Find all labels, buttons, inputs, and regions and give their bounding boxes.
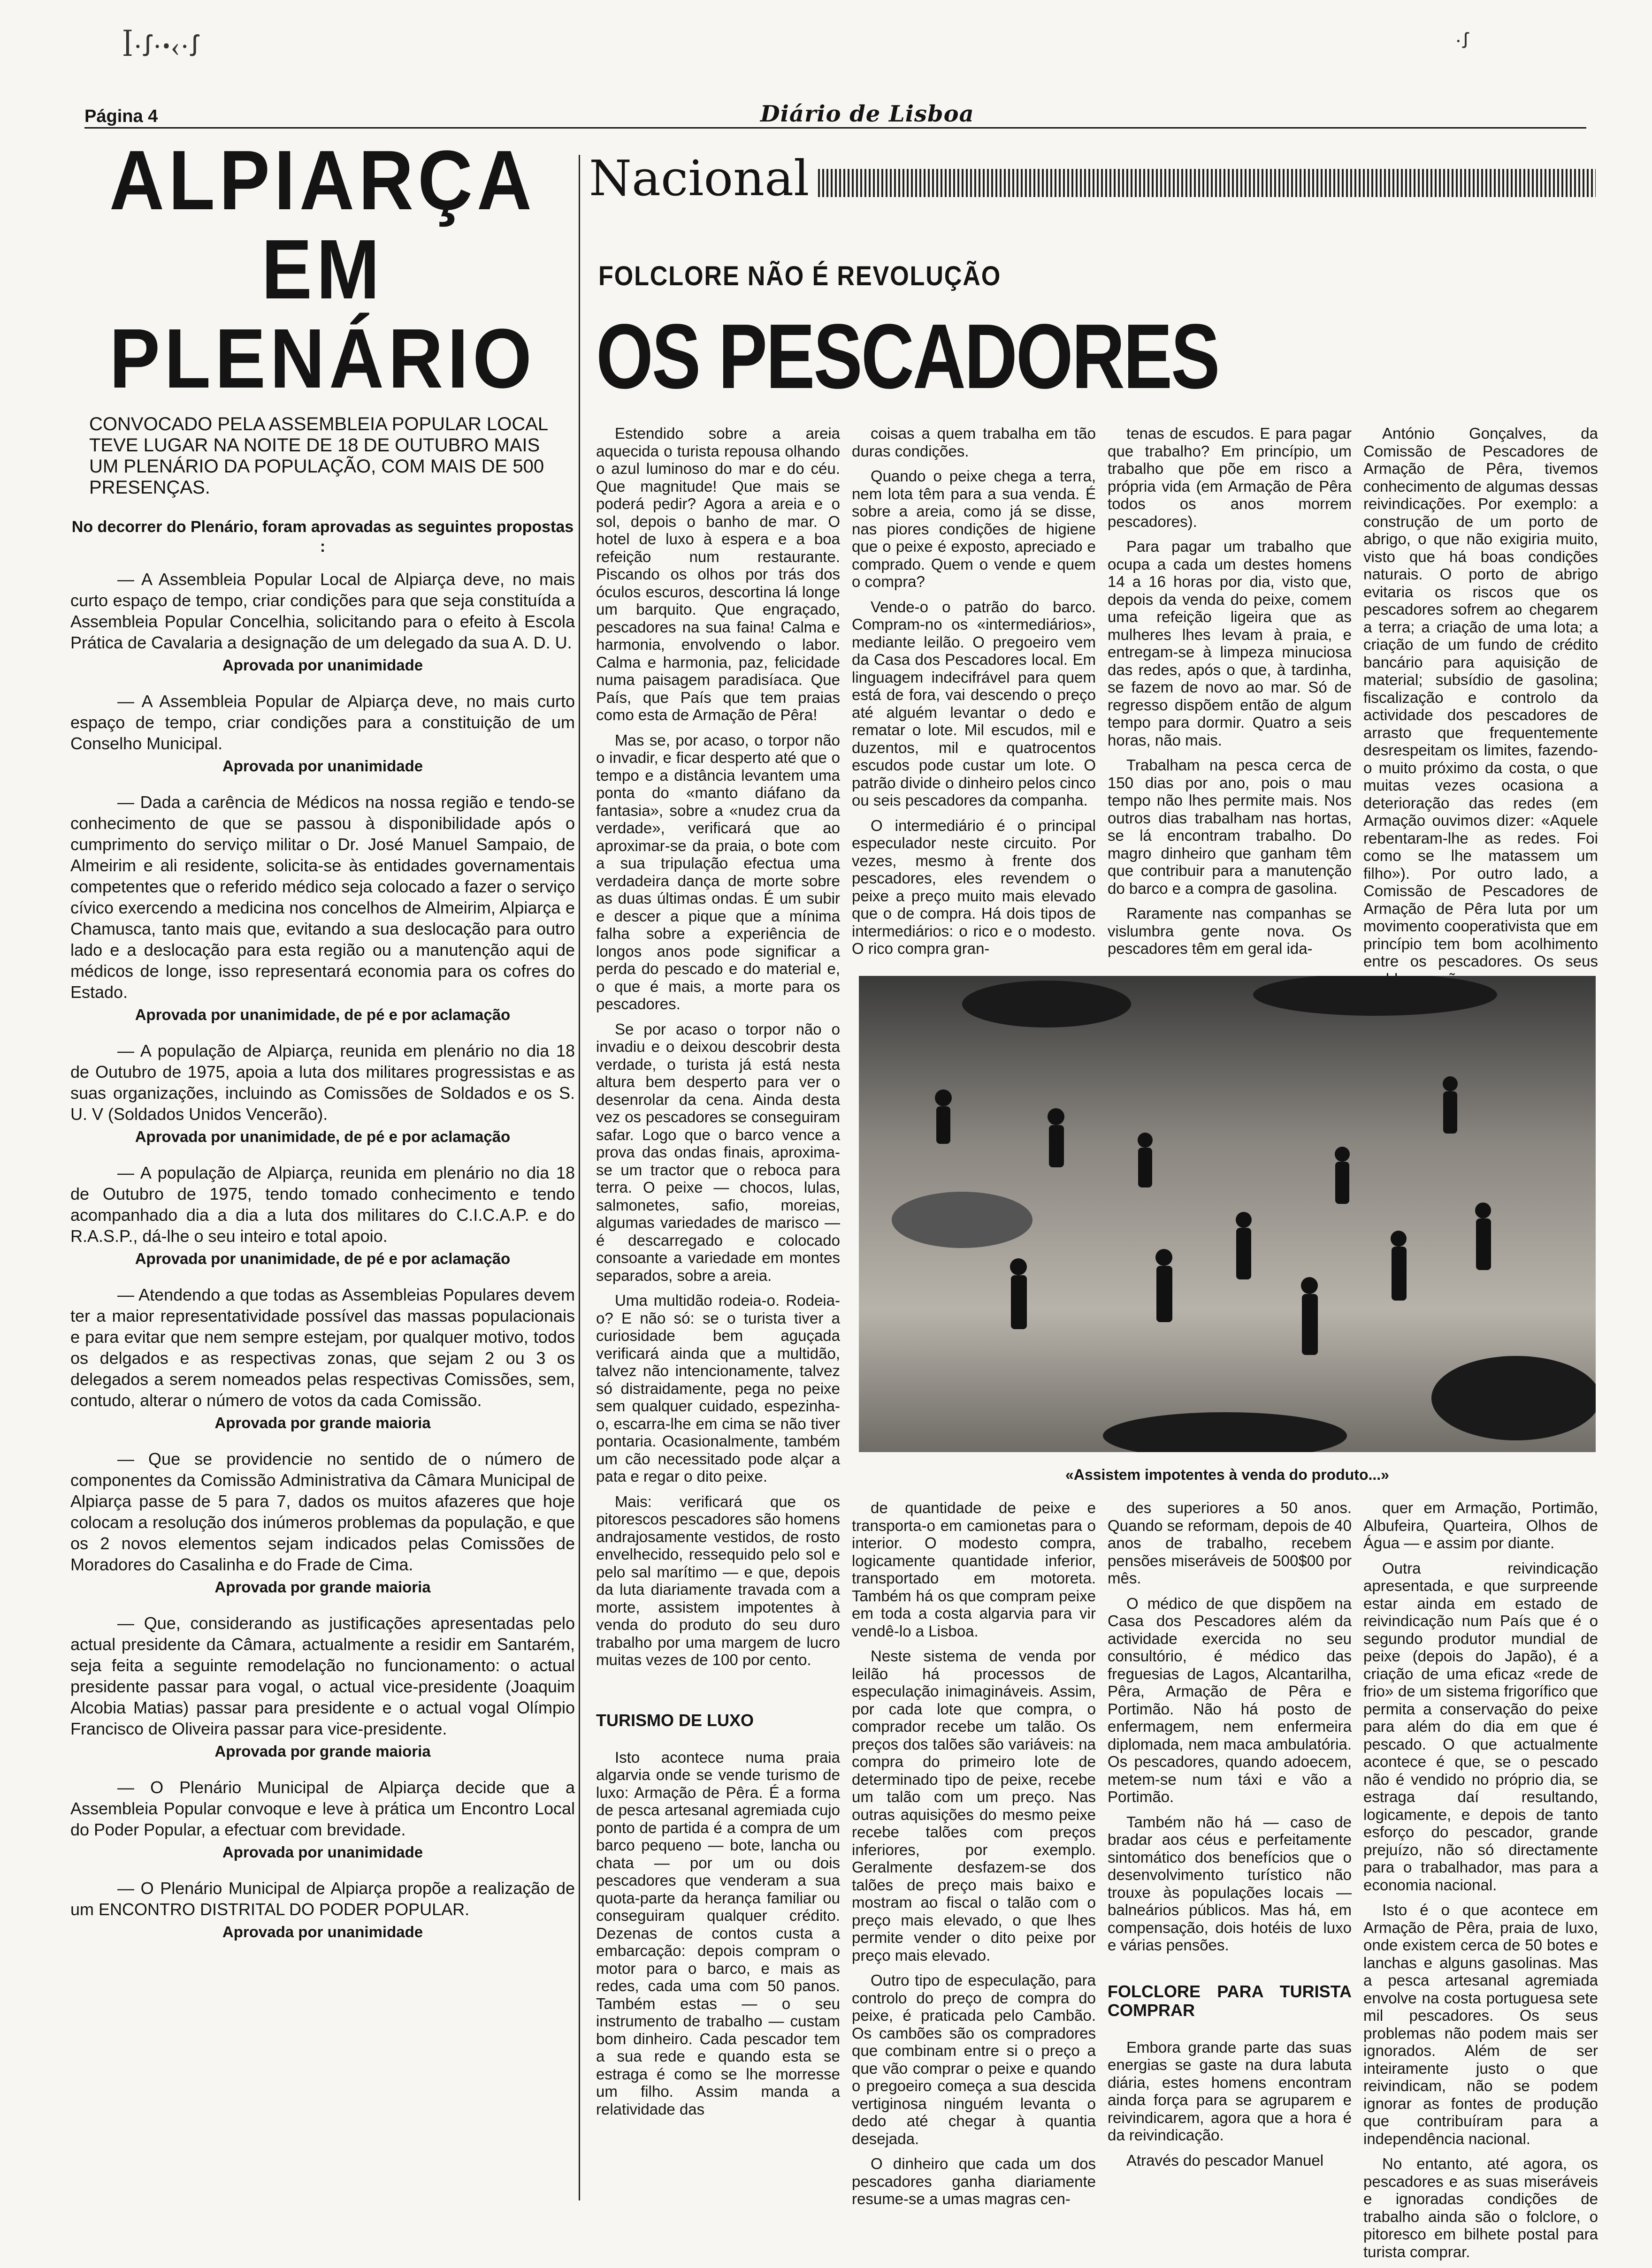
column-divider: [579, 155, 580, 2200]
proposal-text: — O Plenário Municipal de Alpiarça propõe a realização de um ENCONTRO DISTRITAL DO PODER POPULAR.: [70, 1879, 575, 1919]
paragraph: António Gonçalves, da Comissão de Pescadores de Armação de Pêra, tivemos conhecimento de algumas dessas reivindicações. Por exemplo: a construção de um porto de abrigo, o que não exigiria muito, visto que há boas condições naturais. O porto de abrigo evitaria os riscos que os pescadores sofrem ao chegarem a terra; a criação de uma lota; a criação de um fundo de crédito bancário para aquisição de material; subsídio de gasolina; fiscalização e controlo da actividade dos pescadores de arrasto que frequentemente desrespeitam os limites, fazendo-o muito próximo da costa, o que muitas vezes ocasiona a deterioração das redes (em Armação ouvimos dizer: «Aquele rebentaram-lhe as redes. Foi como se lhe matassem um filho»). Por outro lado, a Comissão de Pescadores de Armação de Pêra luta por um movimento cooperativista que em princípio tem bom acolhimento entre os pescadores. Os seus: [1363, 425, 1598, 970]
article-title-line1: ALPIARÇA: [109, 133, 536, 228]
paragraph: Isto acontece numa praia algarvia onde se vende turismo de luxo: Armação de Pêra. É a forma de pesca artesanal agremiada cujo ponto de partida é a compra de um barco pequeno — bote, lancha ou chata — por um ou dois pescadores que venderam a sua quota-parte da herança familiar ou conseguiram qualquer crédito. Dezenas de contos custa a embarcação: depois compram o motor para o barco, e mais as redes, cada uma com 50 panos. Também estas — o seu instrumento de trabalho — custam bom dinheiro. Cada pescador tem a sua rede e quando esta se estraga é como se lhe morresse um filho. Assim manda a relatividade das: [596, 1748, 840, 2118]
paragraph: tenas de escudos. E para pagar que trabalho? Em princípio, um trabalho que põe em risco a própria vida (em Armação de Pêra todos os anos morrem pescadores).: [1108, 425, 1352, 530]
column-2-bottom-paragraphs: [852, 1499, 1096, 2208]
photo-caption: «Assistem impotentes à venda do produto...»: [1065, 1466, 1389, 1483]
proposal-text: — A população de Alpiarça, reunida em plenário no dia 18 de Outubro de 1975, tendo tomado conhecimento e tendo acompanhado dia a dia a luta dos militares do C.I.C.A.P. e do R.A.S.P., dá-lhe o seu inteiro e total apoio.: [70, 1163, 575, 1246]
paragraph: Uma multidão rodeia-o. Rodeia-o? E não só: se o turista tiver a curiosidade bem aguçada verificará ainda que a multidão, talvez não intencionamente, talvez só distraidamente, pega no peixe sem qualquer cuidado, espezinha-o, escarra-lhe em cima se não tiver pontaria. Ocasionalmente, também um cão necessitado pode alçar a pata e regar o dito peixe.: [596, 1292, 840, 1485]
proposal-result: Aprovada por unanimidade, de pé e por aclamação: [135, 1250, 511, 1267]
proposal-result: Aprovada por grande maioria: [214, 1578, 431, 1596]
text-column-3-top: [1108, 425, 1352, 965]
paragraph: No entanto, até agora, os pescadores e as suas miseráveis e ignoradas condições de trabalho ainda são o folclore, o pitoresco em bilhete postal para turista comprar.: [1363, 2155, 1598, 2260]
article-intro: No decorrer do Plenário, foram aprovadas as seguintes propostas :: [71, 518, 574, 556]
paragraph: Para pagar um trabalho que ocupa a cada um destes homens 14 a 16 horas por dia, visto que, depois da venda do peixe, comem uma refeição ligeira que as mulheres lhes levam à praia, e entregam-se à limpeza minuciosa das redes, após o que, à tardinha, se fazem de novo ao mar. Só de regresso dispõem então de algum tempo para dormir. Quatro a seis horas, não mais.: [1108, 538, 1352, 749]
paragraph: Através do pescador Manuel: [1126, 2151, 1324, 2169]
column-4-paragraphs: [1363, 425, 1598, 988]
paragraph: Vende-o o patrão do barco. Compram-no os «intermediários», mediante leilão. O pregoeiro vem da Casa dos Pescadores local. Em linguagem indecifrável para quem está de fora, vai descendo o preço até alguém levantar o dedo e rematar o lote. Mil escudos, mil e duzentos, mil e quatrocentos escudos pode custar um lote. O patrão divide o dinheiro pelos cinco ou seis pescadores da companha.: [852, 598, 1096, 809]
proposal-result: Aprovada por unanimidade: [222, 656, 423, 674]
paragraph: de quantidade de peixe e transporta-o em camionetas para o interior. O modesto compra, logicamente quantidade inferior, transportado em motoreta. Também há os que compram peixe em toda a costa algarvia para vir vendê-lo a Lisboa.: [852, 1499, 1096, 1640]
column-2-paragraphs: [852, 425, 1096, 958]
paragraph: Embora grande parte das suas energias se gaste na dura labuta diária, estes homens encontram ainda força para se agruparem e reivindicarem, agora que a hora é da reivindicação.: [1108, 2038, 1352, 2144]
text-column-3-bottom: [1108, 1499, 1352, 2177]
article-kicker: FOLCLORE NÃO É REVOLUÇÃO: [598, 261, 1002, 291]
proposal-text: — A Assembleia Popular de Alpiarça deve, no mais curto espaço de tempo, criar condições para a constituição de um Conselho Municipal.: [70, 692, 575, 753]
paragraph: des superiores a 50 anos. Quando se reformam, depois de 40 anos de trabalho, recebem pensões miseráveis de 500$00 por mês.: [1108, 1499, 1352, 1587]
text-column-1: [596, 425, 840, 2125]
column-4-bottom-paragraphs: [1363, 1499, 1598, 2260]
masthead: Diário de Lisboa: [751, 101, 984, 127]
paragraph: Isto é o que acontece em Armação de Pêra, praia de luxo, onde existem cerca de 50 botes e lanchas e alguns gasolinas. Mas a pesca artesanal agremiada envolve na costa portuguesa sete mil pescadores. Os seus problemas não podem mais ser ignorados. Além de ser inteiramente justo o que reivindicam, não se podem ignorar as fontes de produção que contribuíram para a independência nacional.: [1363, 1901, 1598, 2147]
paragraph: O dinheiro que cada um dos pescadores ganha diariamente resume-se a umas magras cen-: [852, 2155, 1096, 2207]
text-column-2-bottom: [852, 1499, 1096, 2215]
proposal-result: Aprovada por grande maioria: [214, 1743, 431, 1760]
paragraph: coisas a quem trabalha em tão duras condições.: [852, 425, 1096, 460]
paragraph: O médico de que dispõem na Casa dos Pescadores além da actividade exercida no seu consultório, é médico das freguesias de Lagos, Alcantarilha, Pêra, Armação de Pêra e Portimão. Não há posto de enfermagem, nem enfermeira diplomada, nem maca ambulatória. Os pescadores, quando adoecem, metem-se num táxi e vão a Portimão.: [1108, 1594, 1352, 1805]
article-headline: OS PESCADORES: [596, 305, 1219, 408]
paragraph: quer em Armação, Portimão, Albufeira, Quarteira, Olhos de Água — e assim por diante.: [1363, 1499, 1598, 1552]
subhead-turismo: TURISMO DE LUXO: [596, 1710, 754, 1730]
proposal-text: — A população de Alpiarça, reunida em plenário no dia 18 de Outubro de 1975, apoia a luta dos militares progressistas e as suas organizações, incluindo as Comissões de Soldados e os S. U. V (Soldados Unidos Vencerão).: [70, 1041, 575, 1124]
page-header: [84, 101, 1586, 129]
paragraph: Trabalham na pesca cerca de 150 dias por ano, pois o mau tempo não lhes permite mais. Nos outros dias trabalham nas hortas, se lá encontram trabalho. Do magro dinheiro que ganham têm que contribuir para a manutenção do barco e a compra de gasolina.: [1108, 756, 1352, 897]
section-label: Nacional: [589, 150, 817, 206]
text-column-4-top: [1363, 425, 1598, 995]
paragraph: Outra reivindicação apresentada, e que surpreende estar ainda em estado de reivindicação num País que é o segundo produtor mundial de peixe (depois do Japão), é a criação de uma eficaz «rede de frio» de um sistema frigorífico que permita a conservação do peixe para além do dia em que é pescado. O que actualmente acontece é que, se o pescado não é vendido no próprio dia, se estraga daí resultando, logicamente, e depois de tanto esforço do pescador, grande prejuízo, não só directamente para o trabalhador, mas para a economia nacional.: [1363, 1559, 1598, 1894]
proposal-result: Aprovada por unanimidade, de pé e por aclamação: [135, 1128, 511, 1145]
fishermen-beach-photo: [859, 976, 1596, 1452]
proposal-result: Aprovada por unanimidade: [222, 1843, 423, 1861]
section-hatch-rule: [810, 169, 1596, 197]
paragraph: Mas se, por acaso, o torpor não o invadir, e ficar desperto até que o tempo e a distância levantem uma ponta do «manto diáfano da fantasia», sobre a «nudez crua da verdade», verificará que ao aproximar-se da praia, o bote com a sua tripulação efectua uma verdadeira dança de morte sobre as duas últimas ondas. É um subir e descer a pique que a mínima falha sobre a experiência de longos anos pode significar a perda do pescado e do material e, o que é mais, a morte para os pescadores.: [596, 731, 840, 1012]
turismo-paragraphs: [596, 1749, 840, 2118]
proposal-result: Aprovada por unanimidade: [222, 757, 423, 775]
ink-scribble: ꟾ·ꭍ·ꞏ‹·ꭍ: [122, 31, 200, 62]
ink-scribble-right: ·ꭍ: [1455, 30, 1469, 53]
paragraph: O intermediário é o principal especulador neste circuito. Por vezes, mesmo à frente dos pescadores, eles revendem o peixe a preço muito mais elevado que o de compra. Há dois tipos de intermediários: o rico e o modesto. O rico compra gran-: [852, 816, 1096, 957]
proposal-list: [70, 569, 575, 1941]
proposal-text: — O Plenário Municipal de Alpiarça decide que a Assembleia Popular convoque e leve à prática um Encontro Local do Poder Popular, a efectuar com brevidade.: [70, 1778, 575, 1839]
column-3-bottom-paragraphs: [1108, 1499, 1352, 1954]
paragraph: Raramente nas companhas se vislumbra gente nova. Os pescadores têm em geral ida-: [1108, 905, 1352, 957]
proposal-text: — Dada a carência de Médicos na nossa região e tendo-se conhecimento de que se passou à disponibilidade após o cumprimento do serviço militar o Dr. José Manuel Sampaio, de Almeirim e ali residente, solicita-se às entidades governamentais competentes que o referido médico seja colocado a fazer o serviço cívico exercendo a medicina nos concelhos de Almeirim, Alpiarça e Chamusca, tanto mais que, evitando a sua deslocação para outro lado e a deslocação para esta região ou a manutenção aqui de médicos de longe, isso representará economia para os cofres do Estado.: [70, 792, 575, 1002]
paragraph: Estendido sobre a areia aquecida o turista repousa olhando o azul luminoso do mar e do céu. Que magnitude! Que mais se poderá pedir? Agora a areia e o sol, depois o banho de mar. O hotel de luxo à espera e a boa refeição num restaurante. Piscando os olhos por trás dos óculos escuros, descortina lá longe um barquito. Que engraçado, pescadores na sua faina! Calma e harmonia, envolvendo o labor. Calma e harmonia, paz, felicidade numa paisagem paradisíaca. Que País, que País que tem praias como esta de Armação de Pêra!: [596, 425, 840, 723]
article-deck: CONVOCADO PELA ASSEMBLEIA POPULAR LOCAL TEVE LUGAR NA NOITE DE 18 DE OUTUBRO MAIS UM PLENÁRIO DA POPULAÇÃO, COM MAIS DE 500 PRESENÇAS.: [89, 414, 548, 498]
header-rule: [84, 127, 1586, 129]
proposal-result: Aprovada por unanimidade: [222, 1923, 423, 1941]
folclore-paragraphs: [1108, 2039, 1352, 2169]
section-banner: [589, 150, 1596, 216]
text-column-2-top: [852, 425, 1096, 965]
article-title-line2: EM PLENÁRIO: [109, 222, 536, 406]
page-number: Página 4: [84, 107, 158, 126]
paragraph: Outro tipo de especulação, para controlo do preço de compra do peixe, é praticada pelo Cambão. Os cambões são os compradores que combinam entre si o preço a que vão comprar o peixe e quando o pregoeiro começa a sua descida vertiginosa ninguém levanta o dedo até chegar à quantia desejada.: [852, 1971, 1096, 2147]
subhead-folclore: FOLCLORE PARA TURISTA COMPRAR: [1108, 1981, 1352, 2020]
proposal-text: — Que, considerando as justificações apresentadas pelo actual presidente da Câmara, actualmente a residir em Santarém, seja feita a seguinte remodelação no funcionamento: o actual presidente passar para vogal, o actual vice-presidente (Joaquim Alcobia Matias) passar para presidente e o actual vogal Olímpio Francisco de Oliveira passar para vice-presidente.: [70, 1613, 575, 1738]
paragraph: Se por acaso o torpor não o invadiu e o deixou descobrir desta verdade, o turista já está nesta altura bem desperto para ver o desenrolar da cena. Ainda desta vez os pescadores se conseguiram safar. Logo que o barco vence a prova das ondas finais, aproxima-se um tractor que o reboca para terra. O peixe — chocos, lulas, salmonetes, safio, moreias, algumas variedades de marisco — é descarregado e colocado consoante a variedade em montes separados, sobre a areia.: [596, 1020, 840, 1284]
text-column-4-bottom: [1363, 1499, 1598, 2268]
proposal-text: — A Assembleia Popular Local de Alpiarça deve, no mais curto espaço de tempo, criar condições para que seja constituída a Assembleia Popular Concelhia, solicitando para o efeito à Escola Prática de Cavalaria a designação de um delegado da sua A. D. U.: [70, 570, 575, 652]
alpiarca-article: [70, 133, 575, 1957]
column-3-paragraphs: [1108, 425, 1352, 958]
proposal-result: Aprovada por unanimidade, de pé e por aclamação: [135, 1006, 511, 1023]
proposal-text: — Atendendo a que todas as Assembleias Populares devem ter a maior representatividade possível das massas populacionais e para evitar que nem sempre estejam, por qualquer motivo, todos os delgados e as respectivas zonas, que sejam 2 ou 3 os delegados a serem nomeados pelas respectivas Comissões, sem, contudo, alterar o número de votos da cada Comissão.: [70, 1285, 575, 1410]
proposal-text: — Que se providencie no sentido de o número de componentes da Comissão Administrativa da Câmara Municipal de Alpiarça passe de 5 para 7, dados os muitos afazeres que hoje colocam a resolução dos inúmeros problemas da população, e que os 2 novos elementos sejam indicados pelas Comissões de Moradores do Casalinha e do Frade de Cima.: [70, 1449, 575, 1574]
paragraph: Neste sistema de venda por leilão há processos de especulação inimagináveis. Assim, por cada lote que compra, o comprador recebe um talão. Os preços dos talões são variáveis: na compra do primeiro lote de determinado tipo de peixe, recebe um talão com um preço. Nas outras aquisições do mesmo peixe recebe talões com preços inferiores, por exemplo. Geralmente desfazem-se dos talões de preço mais baixo e mostram ao fiscal o talão com o preço mais elevado, o que lhes permite vender o dito peixe por preço mais elevado.: [852, 1647, 1096, 1964]
column-1-paragraphs: [596, 425, 840, 1669]
paragraph: Quando o peixe chega a terra, nem lota têm para a sua venda. É sobre a areia, como já se disse, nas piores condições de higiene que o peixe é exposto, apreciado e comprado. Quem o vende e quem o compra?: [852, 467, 1096, 590]
paragraph: Também não há — caso de bradar aos céus e perfeitamente sintomático dos benefícios que o desenvolvimento turístico não trouxe às populações locais — balneários públicos. Mas há, em compensação, dois hotéis de luxo e várias pensões.: [1108, 1813, 1352, 1954]
proposal-result: Aprovada por grande maioria: [214, 1414, 431, 1431]
paragraph: Mais: verificará que os pitorescos pescadores são homens andrajosamente vestidos, de rosto envelhecido, ressequido pelo sol e pelo sal marítimo — e que, depois da luta diariamente travada com a morte, assistem impotentes à venda do produto do seu duro trabalho por uma margem de lucro muitas vezes de 100 por cento.: [596, 1492, 840, 1668]
